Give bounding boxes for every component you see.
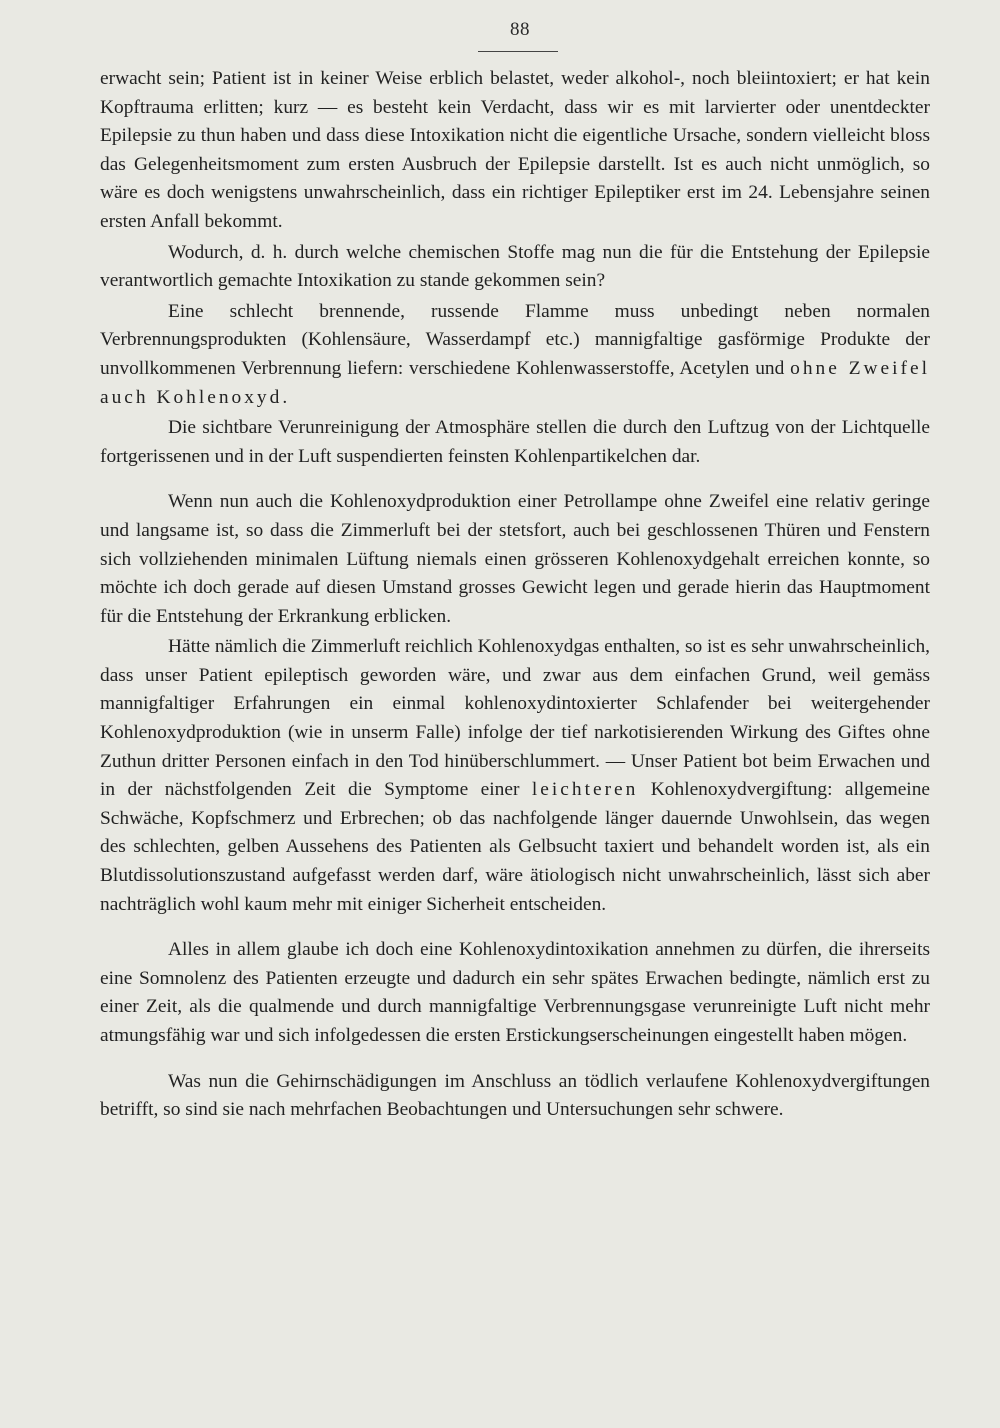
paragraph-6 [100,633,930,919]
paragraph-3-emphasis: ohne Zweifel auch Kohlenoxyd [100,357,930,408]
paragraph-3-end: . [282,386,288,408]
paragraph-6-text: Hätte nämlich die Zimmerluft reichlich Kohlenoxydgas enthalten, so ist es sehr unwahrscheinlich, dass unser Patient epileptisch geworden wäre, und zwar aus dem einfachen Grund, weil gemäss mannigfaltiger Erfahrungen ein einmal kohlenoxydintoxierter Schlafender bei weitergehender Kohlenoxydproduktion (wie in unserm Falle) infolge der tief narkotisierenden Wirkung des Giftes ohne Zuthun dritter Personen einfach in den Tod hinüberschlummert. — Unser Patient bot beim Erwachen und in der nächstfolgenden Zeit die Symptome einer [100,636,930,801]
paragraph-6-end: Kohlenoxydvergiftung: allgemeine Schwäche, Kopfschmerz und Erbrechen; ob das nachfolgende länger dauernde Unwohlsein, das wegen des schlechten, gelben Aussehens des Patienten als Gelbsucht taxiert und behandelt worden ist, als ein Blutdissolutionszustand aufgefasst werden darf, wäre ätiologisch nicht unwahrscheinlich, lässt sich aber nachträglich wohl kaum mehr mit einiger Sicherheit entscheiden. [100,779,930,915]
paragraph-6-emphasis: leichteren [531,779,639,801]
paragraph-2: Wodurch, d. h. durch welche chemischen Stoffe mag nun die für die Entstehung der Epilepsie verantwortlich gemachte Intoxikation zu stande gekommen sein? [100,241,930,292]
body-text [100,65,930,1125]
page-number: 88 [510,19,530,40]
paragraph-3 [100,298,930,412]
paragraph-4: Die sichtbare Verunreinigung der Atmosphäre stellen die durch den Luftzug von der Lichtquelle fortgerissenen und in der Luft suspendierten feinsten Kohlenpartikelchen dar. [100,417,930,467]
paragraph-5: Wenn nun auch die Kohlenoxydproduktion einer Petrollampe ohne Zweifel eine relativ geringe und langsame ist, so dass die Zimmerluft bei der stetsfort, auch bei geschlossenen Thüren und Fenstern sich vollziehenden minimalen Lüftung niemals einen grösseren Kohlenoxydgehalt erreichen konnte, so möchte ich doch gerade auf diesen Umstand grosses Gewicht legen und gerade hierin das Hauptmoment für die Entstehung der Erkrankung erblicken. [100,491,930,627]
page-number-rule [478,51,558,52]
paragraph-3-text: Eine schlecht brennende, russende Flamme muss unbedingt neben normalen Verbrennungsprodukten (Kohlensäure, Wasserdampf etc.) mannigfaltige gasförmige Produkte der unvollkommenen Verbrennung liefern: verschiedene Kohlenwasserstoffe, Acetylen und [100,300,930,379]
paragraph-1: erwacht sein; Patient ist in keiner Weise erblich belastet, weder alkohol-, noch bleiintoxiert; er hat kein Kopftrauma erlitten; kurz — es besteht kein Verdacht, dass wir es mit larvierter oder unentdeckter Epilepsie zu thun haben und dass diese Intoxikation nicht die eigentliche Ursache, sondern vielleicht bloss das Gelegenheitsmoment zum ersten Ausbruch der Epilepsie darstellt. Ist es auch nicht unmöglich, so wäre es doch wenigstens unwahrscheinlich, dass ein richtiger Epileptiker erst im 24. Lebensjahre seinen ersten Anfall bekommt. [100,68,930,232]
paragraph-7: Alles in allem glaube ich doch eine Kohlenoxydintoxikation annehmen zu dürfen, die ihrerseits eine Somnolenz des Patienten erzeugte und dadurch ein sehr spätes Erwachen bedingte, nämlich erst zu einer Zeit, als die qualmende und durch mannigfaltige Verbrennungsgase verunreinigte Luft nicht mehr atmungsfähig war und sich infolgedessen die ersten Erstickungserscheinungen eingestellt haben mögen. [100,939,930,1046]
paragraph-8: Was nun die Gehirnschädigungen im Anschluss an tödlich verlaufene Kohlenoxydvergiftungen betrifft, so sind sie nach mehrfachen Beobachtungen und Untersuchungen sehr schwere. [100,1070,930,1121]
